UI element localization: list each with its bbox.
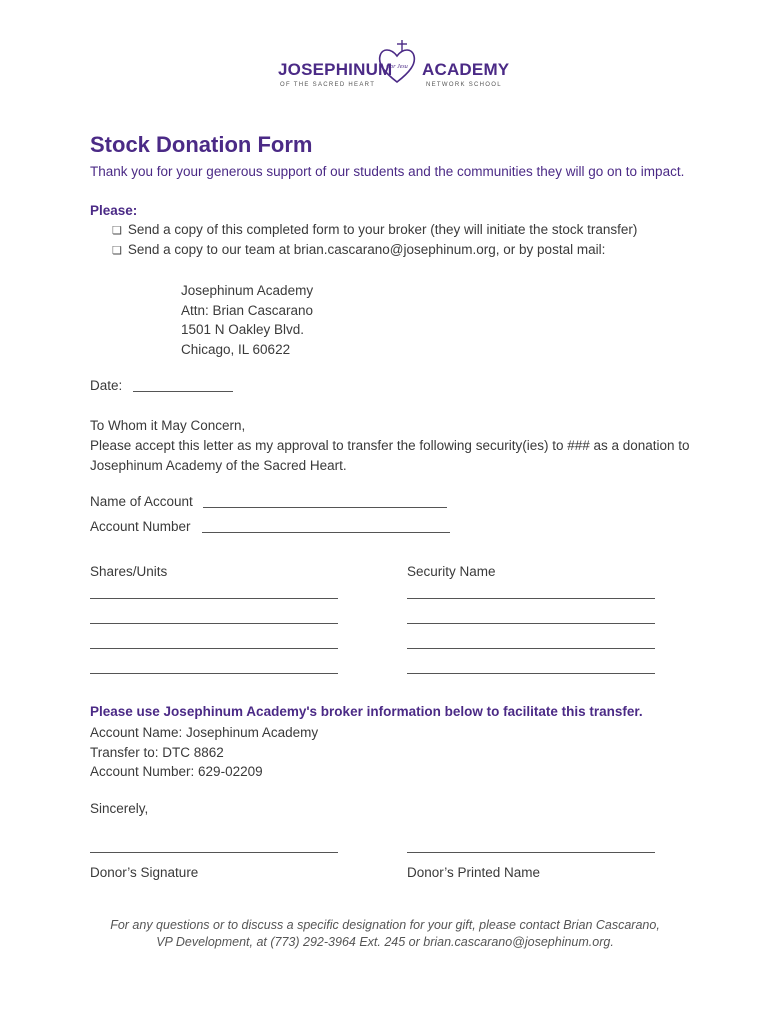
- closing: Sincerely,: [90, 801, 149, 816]
- printed-name-label: Donor’s Printed Name: [407, 865, 541, 880]
- shares-field[interactable]: [90, 598, 338, 599]
- please-label: Please:: [90, 203, 138, 218]
- svg-text:Cor Jesu: Cor Jesu: [386, 64, 408, 70]
- shares-field[interactable]: [90, 648, 338, 649]
- signature-field[interactable]: [90, 852, 338, 853]
- address-line: 1501 N Oakley Blvd.: [181, 322, 305, 337]
- account-name-label: Name of Account: [90, 494, 193, 509]
- logo-left-word: JOSEPHINUM: [278, 60, 393, 79]
- concern-paragraph: [90, 416, 690, 476]
- broker-account-number: Account Number: 629-02209: [90, 764, 263, 779]
- logo-left-tagline: OF THE SACRED HEART: [280, 82, 376, 88]
- address-line: Chicago, IL 60622: [181, 341, 291, 357]
- concern-line: Please accept this letter as my approval to transfer the following security(ies) to ### as a donation to: [90, 438, 690, 453]
- date-field[interactable]: [133, 391, 233, 392]
- page-title: Stock Donation Form: [90, 132, 313, 157]
- mailing-address: [181, 281, 313, 359]
- broker-info: [90, 723, 318, 782]
- account-name-field[interactable]: [203, 507, 447, 508]
- printed-name-field[interactable]: [407, 852, 655, 853]
- security-field[interactable]: [407, 598, 655, 599]
- address-line: Attn: Brian Cascarano: [181, 302, 314, 318]
- concern-line: Josephinum Academy of the Sacred Heart.: [90, 458, 347, 473]
- instruction-text: Send a copy to our team at brian.cascarano@josephinum.org, or by postal mail:: [127, 242, 606, 257]
- broker-account-name: Account Name: Josephinum Academy: [90, 725, 319, 740]
- security-field[interactable]: [407, 648, 655, 649]
- shares-units-header: Shares/Units: [90, 564, 168, 579]
- footer-line: VP Development, at (773) 292-3964 Ext. 245 or brian.cascarano@josephinum.org.: [156, 935, 614, 949]
- broker-transfer-to: Transfer to: DTC 8862: [90, 744, 224, 760]
- security-name-header: Security Name: [407, 564, 496, 579]
- salutation: To Whom it May Concern,: [90, 418, 246, 433]
- heart-cross-icon: [374, 38, 420, 90]
- instruction-item: [112, 222, 637, 237]
- logo-right-word: ACADEMY: [422, 60, 510, 79]
- intro-text: Thank you for your generous support of our students and the communities they will go on to impact.: [90, 164, 685, 179]
- date-label: Date:: [90, 378, 123, 393]
- footer-note: [0, 917, 770, 951]
- footer-line: For any questions or to discuss a specific designation for your gift, please contact Brian Cascarano,: [110, 918, 660, 932]
- shares-field[interactable]: [90, 623, 338, 624]
- logo-right-tagline: NETWORK SCHOOL: [426, 82, 502, 88]
- security-field[interactable]: [407, 623, 655, 624]
- signature-label: Donor’s Signature: [90, 865, 199, 880]
- shares-field[interactable]: [90, 673, 338, 674]
- account-number-field[interactable]: [202, 532, 450, 533]
- instruction-item: [112, 242, 605, 257]
- instruction-text: Send a copy of this completed form to your broker (they will initiate the stock transfer): [127, 222, 638, 237]
- address-line: Josephinum Academy: [181, 283, 314, 298]
- checkbox-icon: ❏: [112, 245, 122, 257]
- broker-heading: Please use Josephinum Academy's broker information below to facilitate this transfer.: [90, 704, 643, 719]
- school-logo: [276, 38, 510, 94]
- account-number-label: Account Number: [90, 519, 191, 534]
- checkbox-icon: ❏: [112, 225, 122, 237]
- security-field[interactable]: [407, 673, 655, 674]
